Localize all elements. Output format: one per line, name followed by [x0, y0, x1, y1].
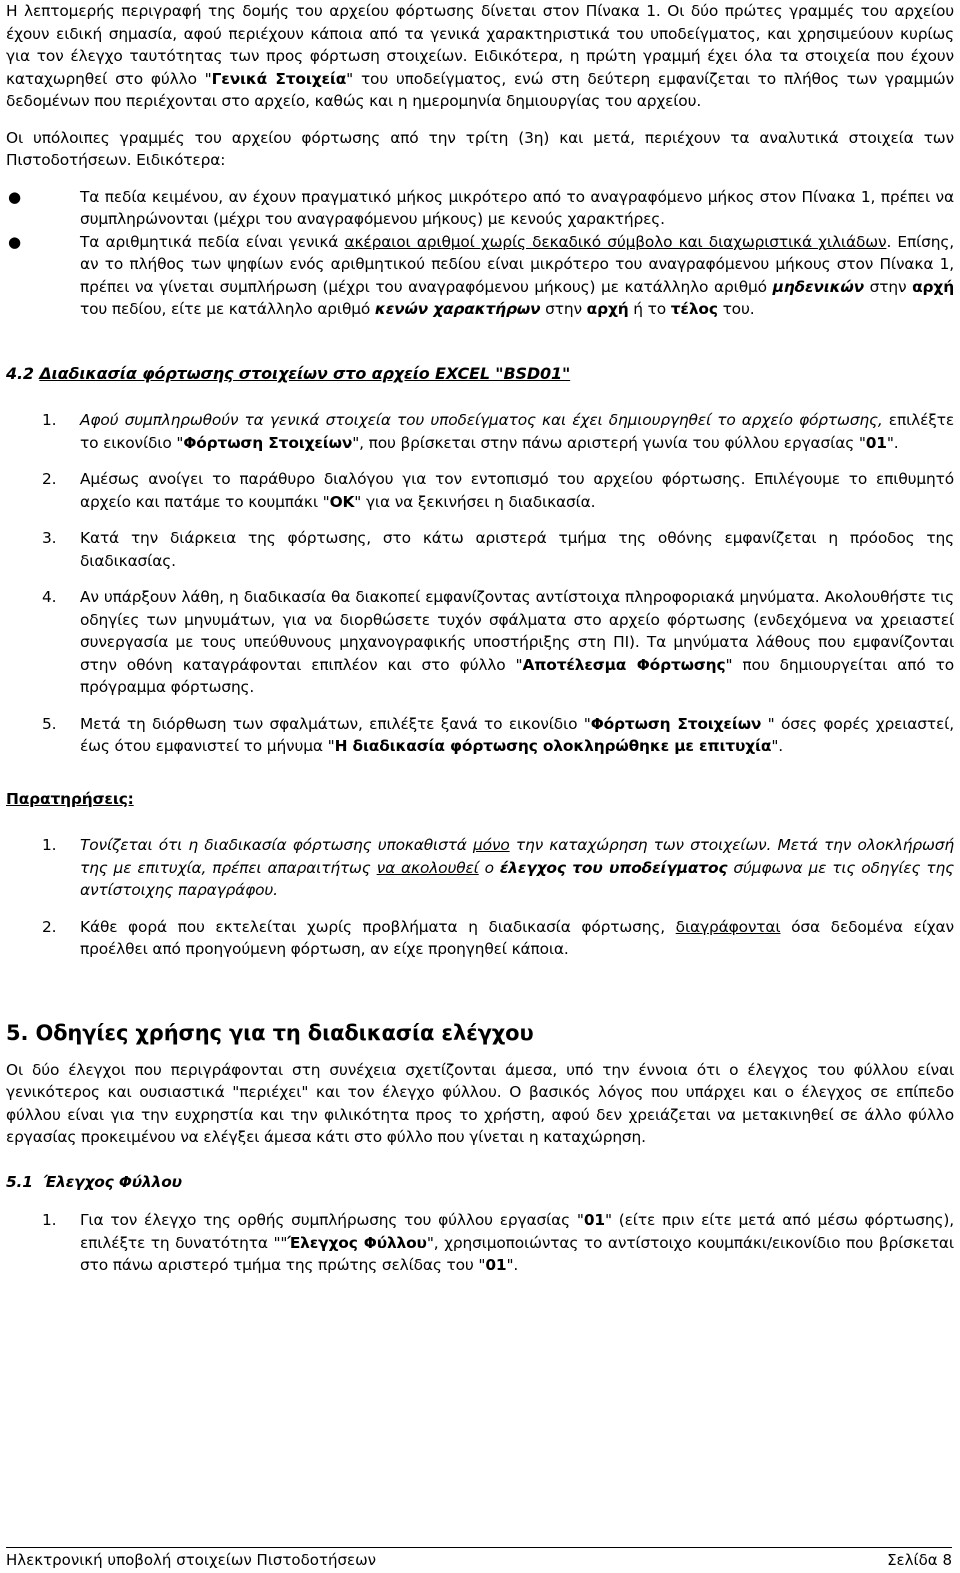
list-item: 4. Αν υπάρξουν λάθη, η διαδικασία θα διακοπεί εμφανίζοντας αντίστοιχα πληροφοριακά μηνύματα. Ακολουθήστε τις οδηγίες των μηνυμάτων, για να διορθώσετε τυχόν σφάλματα στο αρχείο φόρτωσης (ενδεχόμενα να χρειαστεί συνεργασία με τους υπεύθυνους μηχανογραφικής υποστήριξης στη ΠΙ). Τα μηνύματα λάθους που εμφανίζονται στην οθόνη καταγράφονται επιπλέον και στο φύλλο "Αποτέλεσμα Φόρτωσης" που δημιουργείται από το πρόγραμμα φόρτωσης. [42, 588, 954, 696]
document-body [6, 0, 954, 1277]
page-footer [6, 1547, 952, 1570]
list-item: 2. Κάθε φορά που εκτελείται χωρίς προβλήματα η διαδικασία φόρτωσης, διαγράφονται όσα δεδομένα είχαν προέλθει από προηγούμενη φόρτωση, αν είχε προηγηθεί κάποια. [42, 917, 954, 958]
intro-paragraph-2: Οι υπόλοιπες γραμμές του αρχείου φόρτωσης από την τρίτη (3η) και μετά, περιέχουν τα αναλυτικά στοιχεία των Πιστοδοτήσεων. Ειδικότερα: [6, 128, 954, 169]
bullet-item: ● Τα πεδία κειμένου, αν έχουν πραγματικό μήκος μικρότερο από το αναγραφόμενο μήκος στον Πίνακα 1, πρέπει να συμπληρώνονται (μέχρι του αναγραφόμενου μήκους) με κενούς χαρακτήρες. [8, 187, 954, 228]
section-5-heading: 5. Οδηγίες χρήσης για τη διαδικασία ελέγχου [6, 1020, 534, 1045]
page-number: Σελίδα 8 [887, 1551, 952, 1569]
list-item: 3. Κατά την διάρκεια της φόρτωσης, στο κάτω αριστερά τμήμα της οθόνης εμφανίζεται η πρόοδος της διαδικασίας. [42, 529, 954, 570]
sheet-name-general: Γενικά Στοιχεία [211, 69, 347, 88]
section-5-paragraph: Οι δύο έλεγχοι που περιγράφονται στη συνέχεια σχετίζονται άμεσα, υπό την έννοια ότι ο έλεγχος του φύλλου είναι γενικότερος και ουσιαστικά "περιέχει" και τον έλεγχο φύλλου. Ο βασικός λόγος που υπάρχει και ο έλεγχος σε επίπεδο φύλλου είναι για την ευχρηστία και την φιλικότητα προς το χρήστη, αφού δεν χρειάζεται να μετακινηθεί σε άλλο φύλλο εργασίας προκειμένου να ελέγξει άμεσα κάτι στο φύλλο που γίνεται η καταχώρηση. [6, 1060, 954, 1146]
bullet-icon: ● [8, 187, 21, 206]
bullet-item: ● Τα αριθμητικά πεδία είναι γενικά ακέραιοι αριθμοί χωρίς δεκαδικό σύμβολο και διαχωριστικά χιλιάδων. Επίσης, αν το πλήθος των ψηφίων ενός αριθμητικού πεδίου είναι μικρότερο του αναγραφόμενου μήκους στον Πίνακα 1, πρέπει να γίνεται συμπλήρωση (μέχρι του αναγραφόμενου μήκους) με κατάλληλο αριθμό μηδενικών στην αρχή του πεδίου, είτε με κατάλληλο αριθμό κενών χαρακτήρων στην αρχή ή το τέλος του. [8, 232, 954, 318]
list-item: 5. Μετά τη διόρθωση των σφαλμάτων, επιλέξτε ξανά το εικονίδιο "Φόρτωση Στοιχείων " όσες φορές χρειαστεί, έως ότου εμφανιστεί το μήνυμα "Η διαδικασία φόρτωσης ολοκληρώθηκε με επιτυχία". [42, 714, 954, 755]
intro-paragraph-1: Η λεπτομερής περιγραφή της δομής του αρχείου φόρτωσης δίνεται στον Πίνακα 1. Οι δύο πρώτες γραμμές του αρχείου έχουν ειδική σημασία, αφού περιέχουν κάποια από τα γενικά χαρακτηριστικά του υποδείγματος, και χρησιμεύουν κυρίως για τον έλεγχο ταυτότητας των προς φόρτωση στοιχείων. Ειδικότερα, η πρώτη γραμμή έχει όλα τα στοιχεία που έχουν καταχωρηθεί στο φύλλο "Γενικά Στοιχεία" του υποδείγματος, ενώ στη δεύτερη εμφανίζεται το πλήθος των γραμμών δεδομένων που περιέχονται στο αρχείο, καθώς και η ημερομηνία δημιουργίας του αρχείου. [6, 2, 954, 110]
footer-title: Ηλεκτρονική υποβολή στοιχείων Πιστοδοτήσεων [6, 1551, 377, 1569]
list-item: 1. Αφού συμπληρωθούν τα γενικά στοιχεία του υποδείγματος και έχει δημιουργηθεί το αρχείο φόρτωσης, επιλέξτε το εικονίδιο "Φόρτωση Στοιχείων", που βρίσκεται στην πάνω αριστερή γωνία του φύλλου εργασίας "01". [42, 411, 954, 452]
list-item: 2. Αμέσως ανοίγει το παράθυρο διαλόγου για τον εντοπισμό του αρχείου φόρτωσης. Επιλέγουμε το επιθυμητό αρχείο και πατάμε το κουμπάκι "OK" για να ξεκινήσει η διαδικασία. [42, 470, 954, 511]
list-item: 1. Τονίζεται ότι η διαδικασία φόρτωσης υποκαθιστά μόνο την καταχώρηση των στοιχείων. Μετά την ολοκλήρωσή της με επιτυχία, πρέπει απαραιτήτως να ακολουθεί ο έλεγχος του υποδείγματος σύμφωνα με τις οδηγίες της αντίστοιχης παραγράφου. [42, 836, 954, 899]
section-5-1-heading: 5.1 Έλεγχος Φύλλου [6, 1172, 182, 1191]
list-item: 1. Για τον έλεγχο της ορθής συμπλήρωσης του φύλλου εργασίας "01" (είτε πριν είτε μετά από μέσω φόρτωσης), επιλέξτε τη δυνατότητα ""Έλεγχος Φύλλου", χρησιμοποιώντας το αντίστοιχο κουμπάκι/εικονίδιο που βρίσκεται στο πάνω αριστερό τμήμα της πρώτης σελίδας του "01". [42, 1211, 954, 1274]
bullet-icon: ● [8, 232, 21, 251]
remarks-heading: Παρατηρήσεις: [6, 789, 134, 808]
section-4-2-heading: 4.2 Διαδικασία φόρτωσης στοιχείων στο αρχείο EXCEL "BSD01" [6, 363, 571, 383]
